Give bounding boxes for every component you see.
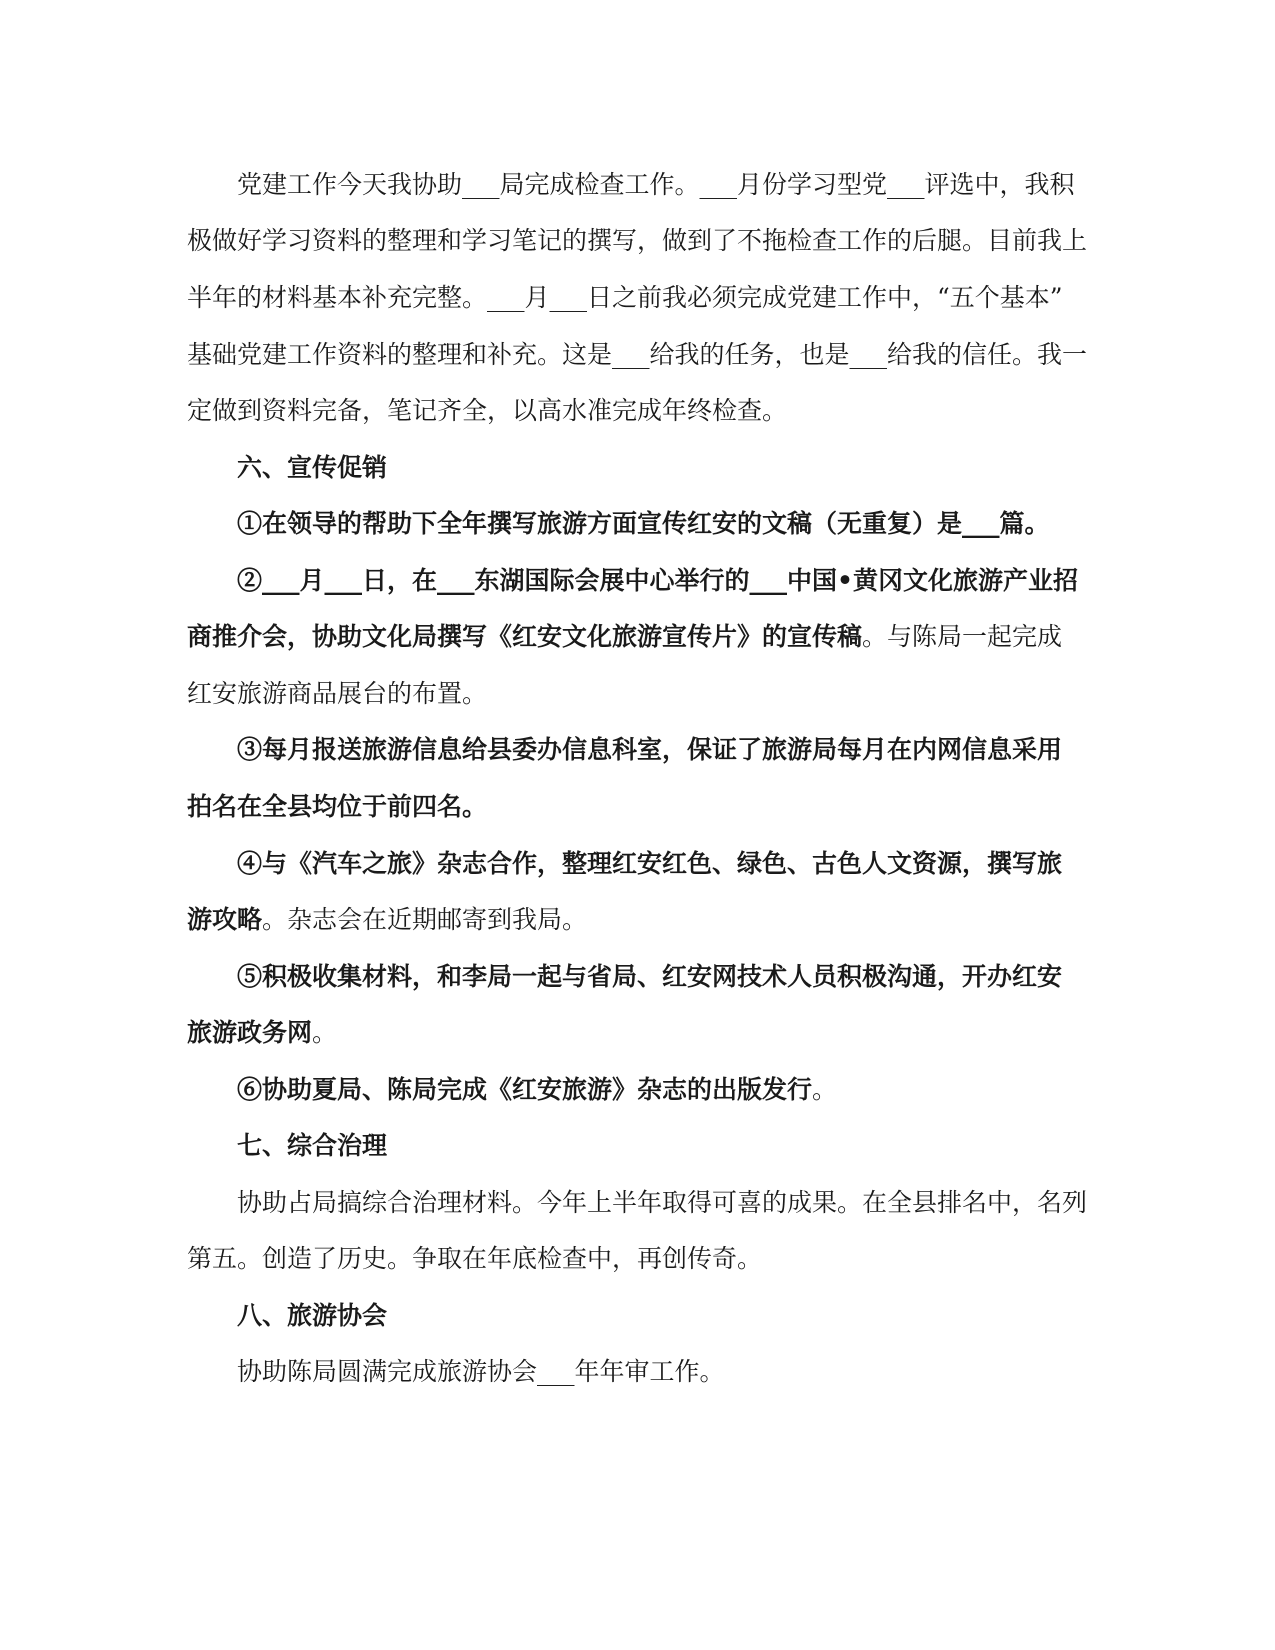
- text-line: [237, 1075, 1137, 1105]
- text-line: [187, 226, 1087, 256]
- text-segment: 。与陈局一起完成: [862, 622, 1063, 651]
- text-segment: 七、综合治理: [237, 1131, 388, 1160]
- text-segment: 游攻略: [187, 905, 263, 934]
- text-segment: ①在领导的帮助下全年撰写旅游方面宣传红安的文稿（无重复）是___篇。: [237, 509, 1050, 538]
- text-segment: ⑤积极收集材料，和李局一起与省局、红安网技术人员积极沟通，开办红安: [237, 962, 1063, 991]
- text-line: [187, 905, 1087, 935]
- text-segment: 。: [312, 1018, 338, 1047]
- text-segment: ④与《汽车之旅》杂志合作，整理红安红色、绿色、古色人文资源，撰写旅: [237, 849, 1063, 878]
- section-heading: [237, 453, 1137, 483]
- text-line: [187, 283, 1087, 313]
- text-line: [237, 566, 1137, 596]
- text-segment: 半年的材料基本补充完整。___月___日之前我必须完成党建工作中，“五个基本”: [187, 283, 1063, 312]
- text-line: [187, 396, 1087, 426]
- text-segment: 第五。创造了历史。争取在年底检查中，再创传奇。: [187, 1244, 763, 1273]
- text-line: [237, 1357, 1137, 1387]
- text-segment: ⑥协助夏局、陈局完成《红安旅游》杂志的出版发行: [237, 1075, 813, 1104]
- text-segment: 八、旅游协会: [237, 1301, 388, 1330]
- text-line: [187, 1018, 1087, 1048]
- text-line: [187, 622, 1087, 652]
- text-line: [187, 792, 1087, 822]
- text-segment: ③每月报送旅游信息给县委办信息科室，保证了旅游局每月在内网信息采用: [237, 735, 1063, 764]
- text-segment: 协助占局搞综合治理材料。今年上半年取得可喜的成果。在全县排名中，名列: [237, 1188, 1088, 1217]
- text-segment: 旅游政务网: [187, 1018, 313, 1047]
- text-line: [237, 509, 1137, 539]
- text-segment: 。杂志会在近期邮寄到我局。: [262, 905, 588, 934]
- section-heading: [237, 1301, 1137, 1331]
- text-line: [237, 170, 1137, 200]
- text-line: [237, 849, 1137, 879]
- text-line: [237, 962, 1137, 992]
- text-segment: 协助陈局圆满完成旅游协会___年年审工作。: [237, 1357, 725, 1386]
- text-segment: 红安旅游商品展台的布置。: [187, 679, 488, 708]
- text-line: [237, 1188, 1137, 1218]
- text-segment: 党建工作今天我协助___局完成检查工作。___月份学习型党___评选中，我积: [237, 170, 1075, 199]
- text-segment: 商推介会，协助文化局撰写《红安文化旅游宣传片》的宣传稿: [187, 622, 863, 651]
- text-segment: 定做到资料完备，笔记齐全，以高水准完成年终检查。: [187, 396, 788, 425]
- text-segment: 基础党建工作资料的整理和补充。这是___给我的任务，也是___给我的信任。我一: [187, 340, 1088, 369]
- text-line: [187, 679, 1087, 709]
- text-segment: 。: [812, 1075, 838, 1104]
- text-line: [187, 340, 1087, 370]
- text-line: [187, 1244, 1087, 1274]
- section-heading: [237, 1131, 1137, 1161]
- text-segment: 极做好学习资料的整理和学习笔记的撰写，做到了不拖检查工作的后腿。目前我上: [187, 226, 1088, 255]
- text-segment: 拍名在全县均位于前四名。: [187, 792, 488, 821]
- text-segment: ②___月___日，在___东湖国际会展中心举行的___中国•黄冈文化旅游产业招: [237, 566, 1078, 595]
- text-segment: 六、宣传促销: [237, 453, 388, 482]
- text-line: [237, 735, 1137, 765]
